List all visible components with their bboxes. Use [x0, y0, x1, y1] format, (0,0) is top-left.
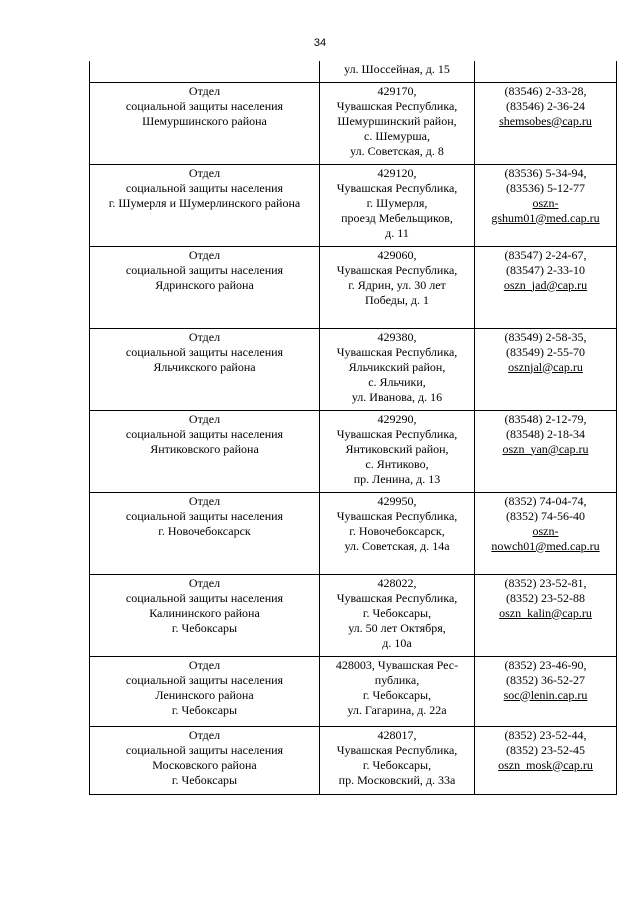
phone-numbers: (83549) 2-58-35, (83549) 2-55-70	[504, 329, 587, 359]
email-link[interactable]: soc@lenin.cap.ru	[503, 687, 588, 702]
page-number: 34	[313, 37, 327, 49]
office-cell: Отдел социальной защиты населения г. Шумерля и Шумерлинского района	[90, 164, 320, 246]
phone-numbers: (83536) 5-34-94, (83536) 5-12-77	[504, 165, 587, 195]
phone-numbers: (8352) 74-04-74, (8352) 74-56-40	[504, 493, 587, 523]
address-cell: ул. Шоссейная, д. 15	[320, 61, 475, 82]
office-cell	[90, 61, 320, 82]
email-link[interactable]: osznjal@cap.ru	[508, 359, 583, 374]
contacts-cell	[475, 574, 617, 656]
contacts-cell	[475, 410, 617, 492]
offices-table	[89, 61, 617, 795]
contacts-cell	[475, 328, 617, 410]
contacts-cell	[475, 246, 617, 328]
contacts-cell	[475, 726, 617, 794]
office-cell: Отдел социальной защиты населения Шемуршинского района	[90, 82, 320, 164]
email-link[interactable]: shemsobes@cap.ru	[499, 113, 592, 128]
office-cell: Отдел социальной защиты населения Ленинского района г. Чебоксары	[90, 656, 320, 726]
address-cell: 429380, Чувашская Республика, Яльчикский район, с. Яльчики, ул. Иванова, д. 16	[320, 328, 475, 410]
address-cell: 429290, Чувашская Республика, Янтиковский район, с. Янтиково, пр. Ленина, д. 13	[320, 410, 475, 492]
phone-numbers: (8352) 23-52-44, (8352) 23-52-45	[504, 727, 587, 757]
email-link[interactable]: oszn_mosk@cap.ru	[498, 757, 593, 772]
contacts-cell	[475, 82, 617, 164]
phone-numbers: (83548) 2-12-79, (83548) 2-18-34	[504, 411, 587, 441]
office-cell: Отдел социальной защиты населения Калининского района г. Чебоксары	[90, 574, 320, 656]
contacts-cell	[475, 61, 617, 82]
office-cell: Отдел социальной защиты населения Яльчикского района	[90, 328, 320, 410]
phone-numbers: (83547) 2-24-67, (83547) 2-33-10	[504, 247, 587, 277]
address-cell: 429120, Чувашская Республика, г. Шумерля, проезд Мебельщиков, д. 11	[320, 164, 475, 246]
email-link[interactable]: oszn_kalin@cap.ru	[499, 605, 592, 620]
email-link[interactable]: oszn_jad@cap.ru	[503, 277, 588, 292]
table-row	[90, 656, 617, 726]
table-row	[90, 574, 617, 656]
contacts-cell	[475, 164, 617, 246]
table-row	[90, 164, 617, 246]
address-cell: 428017, Чувашская Республика, г. Чебоксары, пр. Московский, д. 33а	[320, 726, 475, 794]
table-row	[90, 328, 617, 410]
office-cell: Отдел социальной защиты населения г. Новочебоксарск	[90, 492, 320, 574]
email-link[interactable]: oszn- gshum01@med.cap.ru	[491, 195, 600, 225]
contacts-cell	[475, 656, 617, 726]
address-cell: 429170, Чувашская Республика, Шемуршинский район, с. Шемурша, ул. Советская, д. 8	[320, 82, 475, 164]
address-cell: 429060, Чувашская Республика, г. Ядрин, ул. 30 лет Победы, д. 1	[320, 246, 475, 328]
address-cell: 429950, Чувашская Республика, г. Новочебоксарск, ул. Советская, д. 14а	[320, 492, 475, 574]
office-cell: Отдел социальной защиты населения Московского района г. Чебоксары	[90, 726, 320, 794]
office-cell: Отдел социальной защиты населения Янтиковского района	[90, 410, 320, 492]
phone-numbers: (8352) 23-46-90, (8352) 36-52-27	[504, 657, 587, 687]
phone-numbers: (8352) 23-52-81, (8352) 23-52-88	[504, 575, 587, 605]
email-link[interactable]: oszn_yan@cap.ru	[502, 441, 589, 456]
table-row	[90, 246, 617, 328]
table-row	[90, 492, 617, 574]
table-row	[90, 726, 617, 794]
phone-numbers: (83546) 2-33-28, (83546) 2-36-24	[504, 83, 587, 113]
address-cell: 428022, Чувашская Республика, г. Чебоксары, ул. 50 лет Октября, д. 10а	[320, 574, 475, 656]
contacts-cell	[475, 492, 617, 574]
table-row	[90, 410, 617, 492]
table-row-continuation	[90, 61, 617, 82]
office-cell: Отдел социальной защиты населения Ядринского района	[90, 246, 320, 328]
email-link[interactable]: oszn- nowch01@med.cap.ru	[491, 523, 600, 553]
table-row	[90, 82, 617, 164]
address-cell: 428003, Чувашская Рес- публика, г. Чебоксары, ул. Гагарина, д. 22а	[320, 656, 475, 726]
